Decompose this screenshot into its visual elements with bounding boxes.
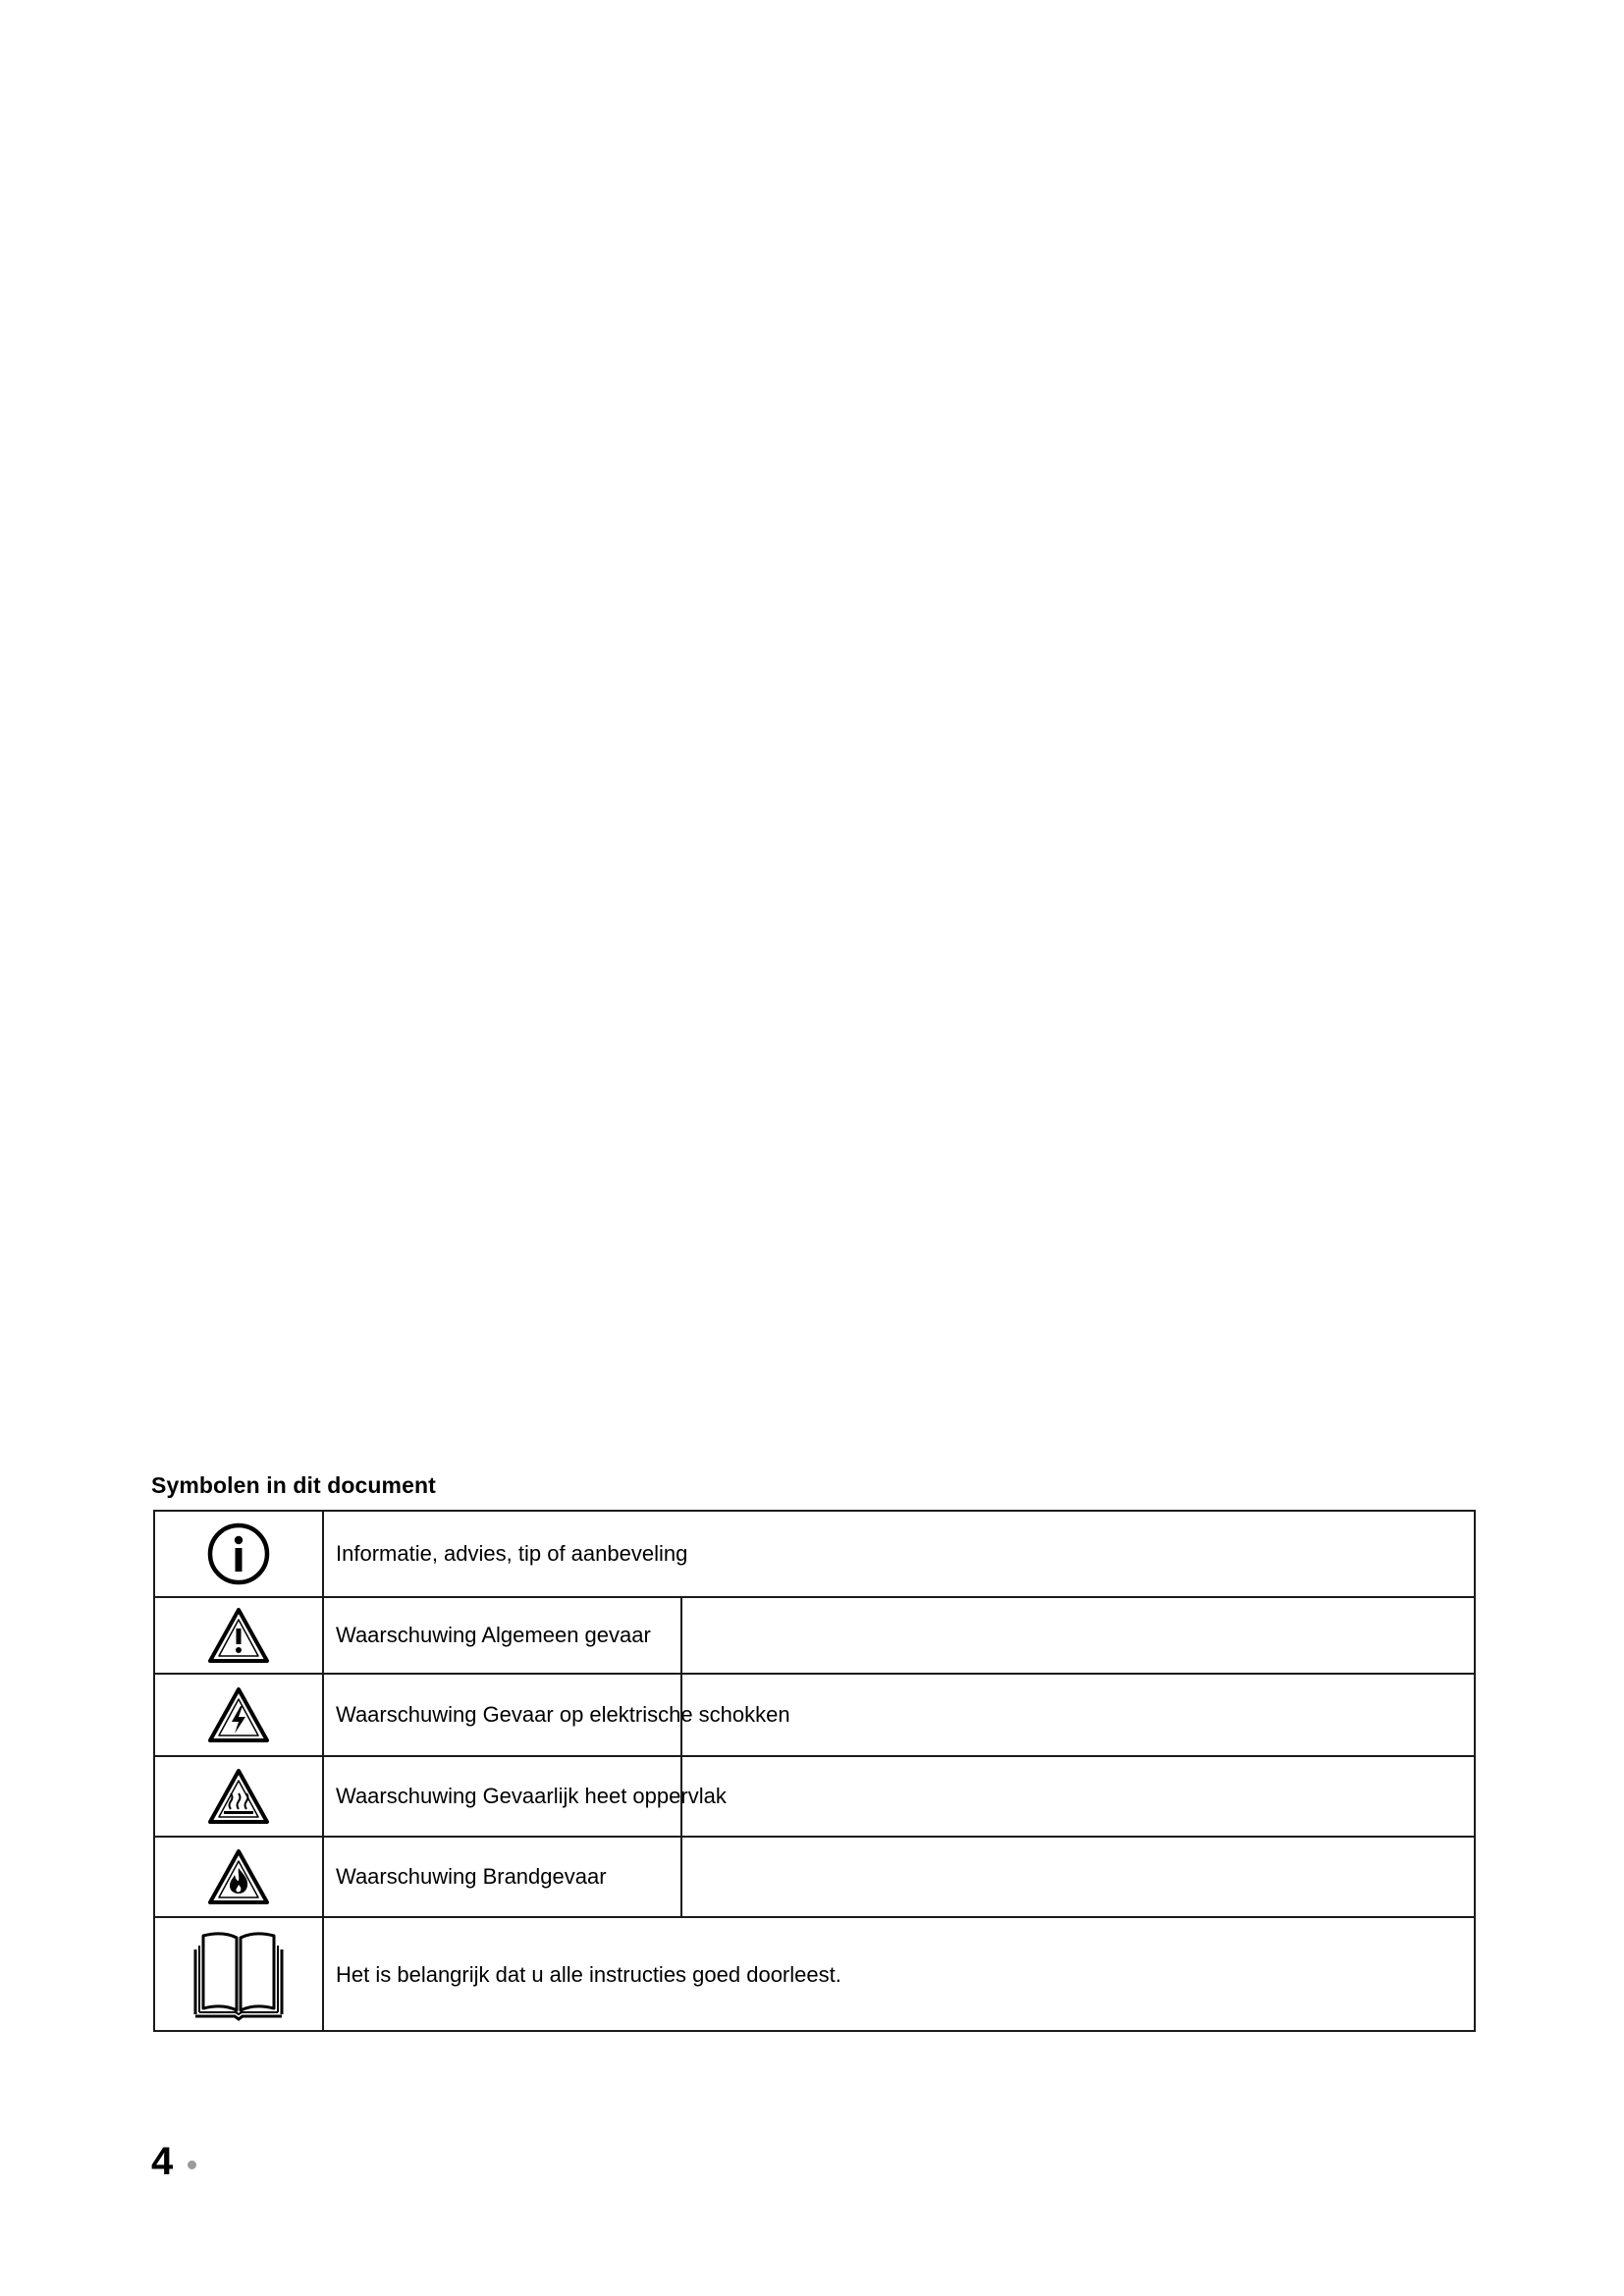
table-row [155, 1598, 1474, 1675]
icon-cell [155, 1757, 324, 1836]
table-row [155, 1675, 1474, 1757]
symbol-description: Het is belangrijk dat u alle instructies goed doorleest. [336, 1962, 841, 1987]
page-number-dot [188, 2161, 196, 2169]
symbol-description: Waarschuwing Algemeen gevaar [336, 1623, 651, 1647]
column-divider [680, 1675, 682, 1755]
section-title: Symbolen in dit document [151, 1472, 436, 1498]
icon-cell [155, 1838, 324, 1916]
read-manual-book-icon [189, 1928, 288, 2022]
column-divider [680, 1757, 682, 1836]
symbols-table [153, 1510, 1476, 2032]
symbol-description: Waarschuwing Gevaarlijk heet oppervlak [336, 1784, 727, 1808]
page-number: 4 [151, 2140, 174, 2183]
icon-cell [155, 1512, 324, 1596]
table-row [155, 1512, 1474, 1598]
info-icon [206, 1522, 271, 1586]
warning-fire-icon [207, 1848, 270, 1905]
symbol-description: Waarschuwing Brandgevaar [336, 1864, 607, 1889]
table-row [155, 1918, 1474, 2032]
icon-cell [155, 1675, 324, 1755]
icon-cell [155, 1918, 324, 2032]
warning-electric-icon [207, 1686, 270, 1743]
column-divider [680, 1598, 682, 1673]
column-divider [680, 1838, 682, 1916]
warning-general-icon [207, 1607, 270, 1664]
table-row [155, 1757, 1474, 1838]
symbol-description: Waarschuwing Gevaar op elektrische schokken [336, 1702, 790, 1727]
symbol-description: Informatie, advies, tip of aanbeveling [336, 1541, 688, 1566]
table-row [155, 1838, 1474, 1918]
warning-hot-surface-icon [207, 1768, 270, 1825]
icon-cell [155, 1598, 324, 1673]
